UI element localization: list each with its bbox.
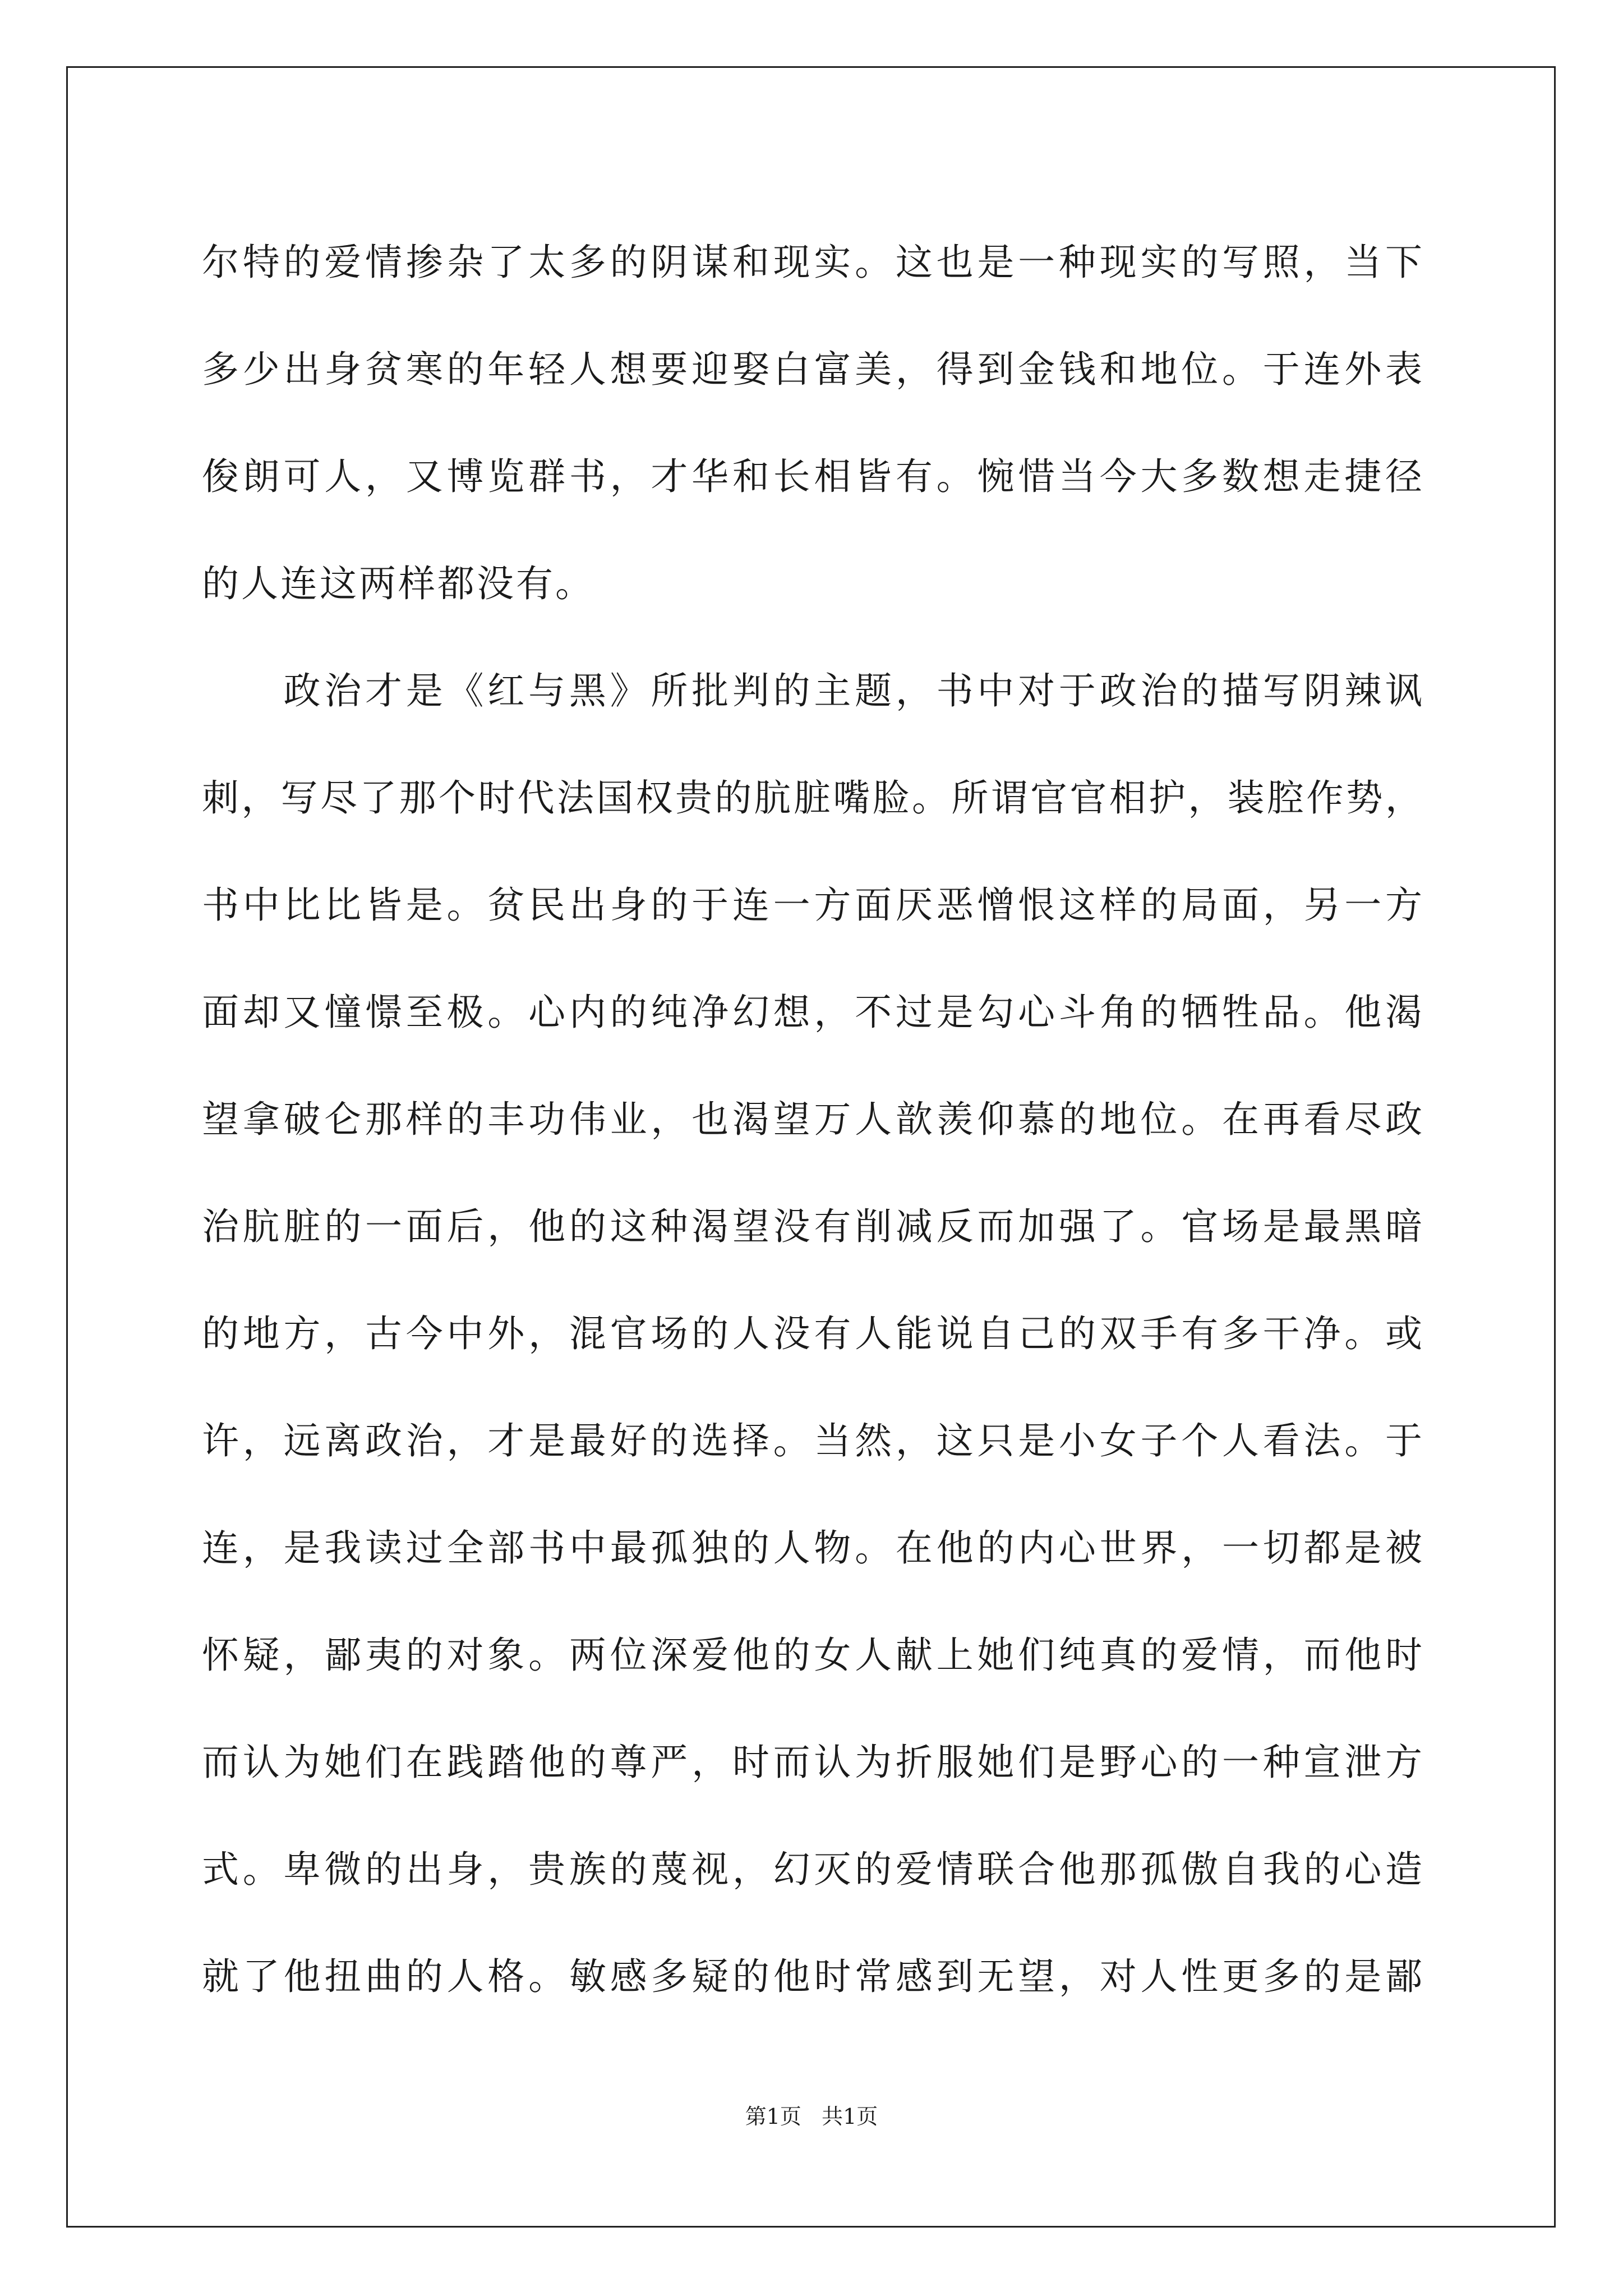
paragraph-2	[202, 637, 1424, 2030]
document-body	[202, 209, 1424, 2030]
page-total: 共1页	[822, 2104, 878, 2129]
text-line: 许，远离政治，才是最好的选择。当然，这只是小女子个人看法。于	[202, 1419, 1424, 1462]
text-line: 连，是我读过全部书中最孤独的人物。在他的内心世界，一切都是被	[202, 1526, 1424, 1570]
text-line: 怀疑，鄙夷的对象。两位深爱他的女人献上她们纯真的爱情，而他时	[202, 1634, 1424, 1677]
text-line: 政治才是《红与黑》所批判的主题，书中对于政治的描写阴辣讽	[202, 669, 1424, 712]
footer-spacer	[801, 2104, 822, 2129]
text-line: 多少出身贫寒的年轻人想要迎娶白富美，得到金钱和地位。于连外表	[202, 348, 1424, 391]
text-line: 望拿破仑那样的丰功伟业，也渴望万人歆羡仰慕的地位。在再看尽政	[202, 1098, 1424, 1141]
page-footer	[0, 2099, 1623, 2130]
text-line: 就了他扭曲的人格。敏感多疑的他时常感到无望，对人性更多的是鄙	[202, 1955, 1424, 1998]
text-line: 面却又憧憬至极。心内的纯净幻想，不过是勾心斗角的牺牲品。他渴	[202, 991, 1424, 1034]
text-line: 刺，写尽了那个时代法国权贵的肮脏嘴脸。所谓官官相护，装腔作势，	[202, 776, 1424, 820]
paragraph-1	[202, 209, 1424, 637]
text-line: 的人连这两样都没有。	[202, 562, 594, 605]
text-line: 书中比比皆是。贫民出身的于连一方面厌恶憎恨这样的局面，另一方	[202, 884, 1424, 927]
text-line: 的地方，古今中外，混官场的人没有人能说自己的双手有多干净。或	[202, 1312, 1424, 1355]
page-number: 第1页	[745, 2104, 801, 2129]
text-line: 式。卑微的出身，贵族的蔑视，幻灭的爱情联合他那孤傲自我的心造	[202, 1848, 1424, 1891]
text-line: 而认为她们在践踏他的尊严，时而认为折服她们是野心的一种宣泄方	[202, 1741, 1424, 1784]
text-line: 治肮脏的一面后，他的这种渴望没有削减反而加强了。官场是最黑暗	[202, 1205, 1424, 1248]
text-line: 俊朗可人，又博览群书，才华和长相皆有。惋惜当今大多数想走捷径	[202, 455, 1424, 498]
text-line: 尔特的爱情掺杂了太多的阴谋和现实。这也是一种现实的写照，当下	[202, 241, 1424, 284]
